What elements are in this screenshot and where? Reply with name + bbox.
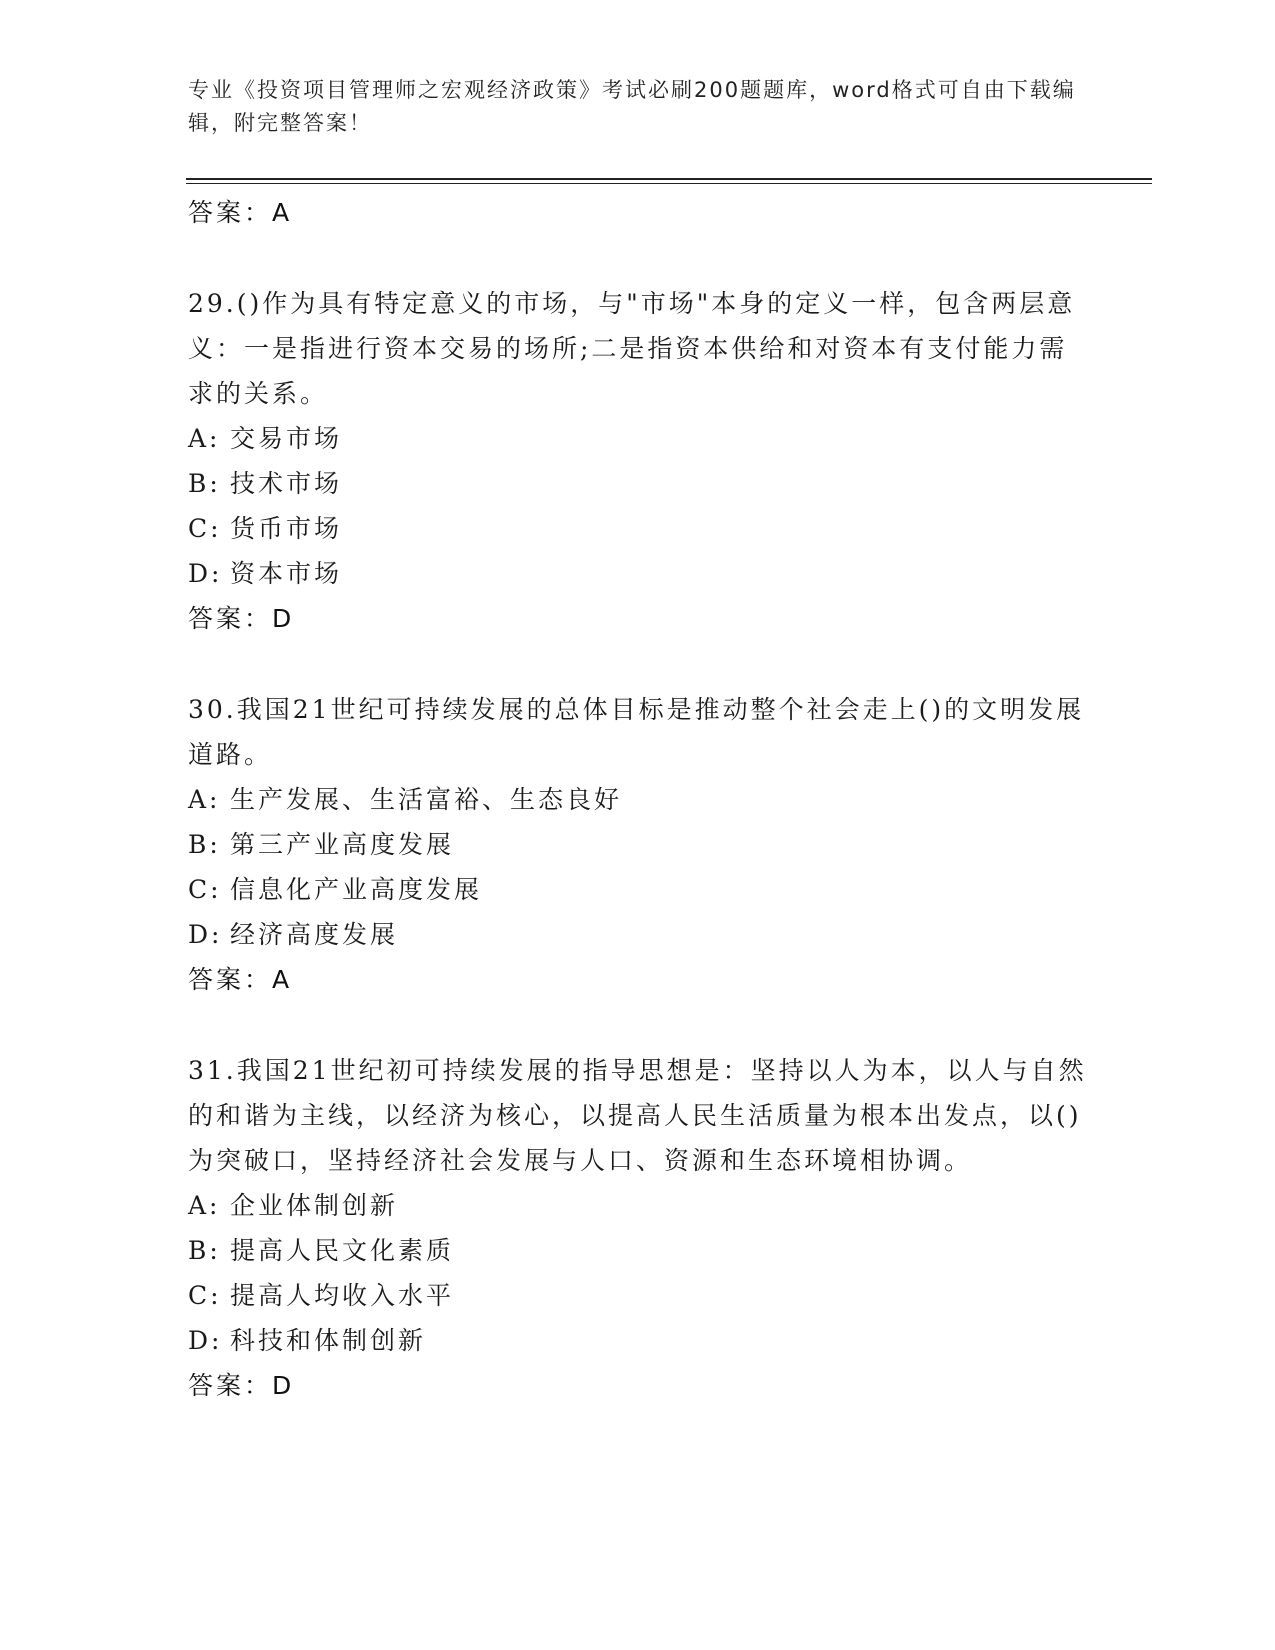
question-stem: 31.我国21世纪初可持续发展的指导思想是：坚持以人为本，以人与自然的和谐为主线，以经济为核心，以提高人民生活质量为根本出发点，以()为突破口，坚持经济社会发展与人口、资源和生态环境相协调。 [188, 1056, 1087, 1175]
option-b [188, 822, 1088, 867]
question-stem: 29.()作为具有特定意义的市场，与"市场"本身的定义一样，包含两层意义：一是指进行资本交易的场所;二是指资本供给和对资本有支付能力需求的关系。 [188, 289, 1076, 408]
option-text: 提高人均收入水平 [230, 1281, 455, 1310]
question-31 [188, 1048, 1088, 1408]
option-key: B: [188, 1236, 221, 1265]
option-text: 技术市场 [230, 469, 343, 498]
option-c [188, 867, 1088, 912]
option-key: D: [188, 920, 223, 949]
question-stem: 30.我国21世纪可持续发展的总体目标是推动整个社会走上()的文明发展道路。 [188, 695, 1085, 769]
option-text: 企业体制创新 [230, 1191, 399, 1220]
option-text: 信息化产业高度发展 [230, 875, 483, 904]
option-key: C: [188, 875, 222, 904]
question-30 [188, 687, 1088, 1002]
option-a [188, 416, 1088, 461]
option-d [188, 912, 1088, 957]
option-text: 第三产业高度发展 [230, 830, 455, 859]
option-c [188, 506, 1088, 551]
option-text: 经济高度发展 [230, 920, 399, 949]
question-29 [188, 281, 1088, 641]
option-d [188, 551, 1088, 596]
option-key: B: [188, 469, 221, 498]
option-key: C: [188, 1281, 222, 1310]
option-text: 科技和体制创新 [230, 1326, 427, 1355]
question-list [188, 190, 1088, 1408]
header-divider-thin [186, 183, 1152, 184]
option-text: 提高人民文化素质 [230, 1236, 455, 1265]
option-a [188, 1183, 1088, 1228]
option-b [188, 1228, 1088, 1273]
option-key: A: [188, 1191, 221, 1220]
option-key: C: [188, 514, 222, 543]
option-text: 货币市场 [230, 514, 343, 543]
option-c [188, 1273, 1088, 1318]
option-a [188, 777, 1088, 822]
option-text: 交易市场 [230, 424, 343, 453]
option-b [188, 461, 1088, 506]
option-d [188, 1318, 1088, 1363]
question-answer: 答案：D [188, 1371, 295, 1400]
page-header: 专业《投资项目管理师之宏观经济政策》考试必刷200题题库，word格式可自由下载编辑，附完整答案！ [188, 78, 1076, 135]
option-key: D: [188, 1326, 223, 1355]
previous-answer: 答案：A [188, 198, 293, 227]
option-key: D: [188, 559, 223, 588]
option-key: A: [188, 785, 221, 814]
option-text: 资本市场 [230, 559, 343, 588]
option-text: 生产发展、生活富裕、生态良好 [230, 785, 623, 814]
option-key: A: [188, 424, 221, 453]
question-answer: 答案：D [188, 604, 295, 633]
header-divider-thick [186, 178, 1152, 180]
option-key: B: [188, 830, 221, 859]
question-answer: 答案：A [188, 965, 293, 994]
